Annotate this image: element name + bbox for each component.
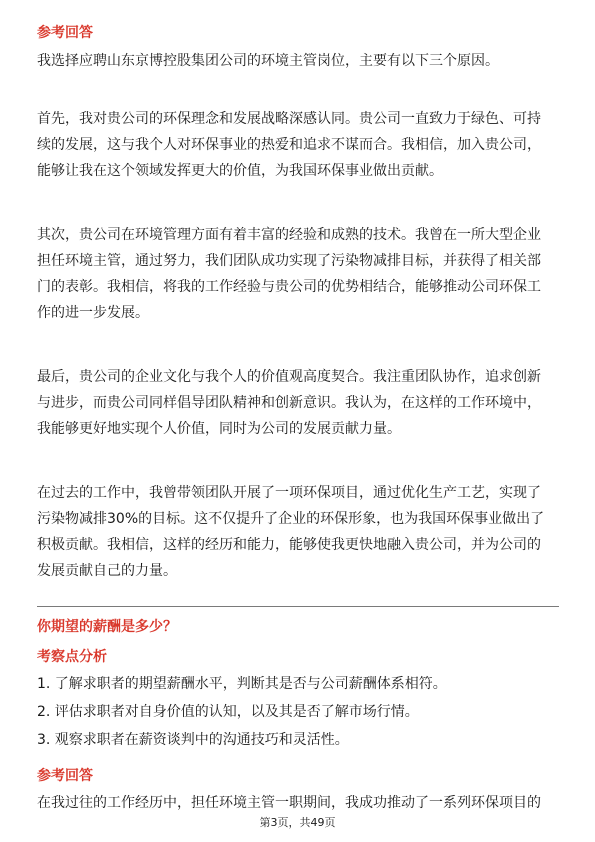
text-line: 门的表彰。我相信，将我的工作经验与贵公司的优势相结合，能够推动公司环保工: [37, 279, 541, 295]
text-line: 担任环境主管，通过努力，我们团队成功实现了污染物减排目标，并获得了相关部: [37, 253, 541, 269]
text-line: 我能够更好地实现个人价值，同时为公司的发展贡献力量。: [37, 421, 401, 437]
paragraph-first-reason: [37, 106, 559, 184]
paragraph-experience: [37, 480, 559, 584]
text-line: 最后，贵公司的企业文化与我个人的价值观高度契合。我注重团队协作，追求创新: [37, 369, 541, 385]
analysis-point: 1. 了解求职者的期望薪酬水平，判断其是否与公司薪酬体系相符。: [37, 676, 447, 692]
text-line: 在过去的工作中，我曾带领团队开展了一项环保项目，通过优化生产工艺，实现了: [37, 485, 541, 501]
text-line: 首先，我对贵公司的环保理念和发展战略深感认同。贵公司一直致力于绿色、可持: [37, 111, 541, 127]
section-divider: [37, 606, 559, 607]
text-line: 续的发展，这与我个人对环保事业的热爱和追求不谋而合。我相信，加入贵公司，: [37, 137, 541, 153]
text-line: 其次，贵公司在环境管理方面有着丰富的经验和成熟的技术。我曾在一所大型企业: [37, 227, 541, 243]
page-number: 第3页，共49页: [259, 816, 336, 829]
text-line: 作的进一步发展。: [37, 305, 149, 321]
intro-line: 我选择应聘山东京博控股集团公司的环境主管岗位，主要有以下三个原因。: [37, 53, 499, 69]
answer-start-line: 在我过往的工作经历中，担任环境主管一职期间，我成功推动了一系列环保项目的: [37, 795, 541, 811]
analysis-point: 2. 评估求职者对自身价值的认知，以及其是否了解市场行情。: [37, 704, 419, 720]
text-line: 污染物减排30%的目标。这不仅提升了企业的环保形象，也为我国环保事业做出了: [37, 511, 545, 527]
intro-paragraph: [37, 48, 559, 74]
reference-answer-heading-2: 参考回答: [37, 768, 93, 784]
paragraph-second-reason: [37, 222, 559, 326]
reference-answer-heading: 参考回答: [37, 25, 93, 41]
analysis-heading: 考察点分析: [37, 649, 107, 665]
analysis-point: 3. 观察求职者在薪资谈判中的沟通技巧和灵活性。: [37, 732, 349, 748]
text-line: 积极贡献。我相信，这样的经历和能力，能够使我更快地融入贵公司，并为公司的: [37, 537, 541, 553]
text-line: 与进步，而贵公司同样倡导团队精神和创新意识。我认为，在这样的工作环境中，: [37, 395, 541, 411]
paragraph-third-reason: [37, 364, 559, 442]
text-line: 能够让我在这个领域发挥更大的价值，为我国环保事业做出贡献。: [37, 163, 443, 179]
question-title: 你期望的薪酬是多少？: [37, 619, 177, 635]
text-line: 发展贡献自己的力量。: [37, 563, 177, 579]
